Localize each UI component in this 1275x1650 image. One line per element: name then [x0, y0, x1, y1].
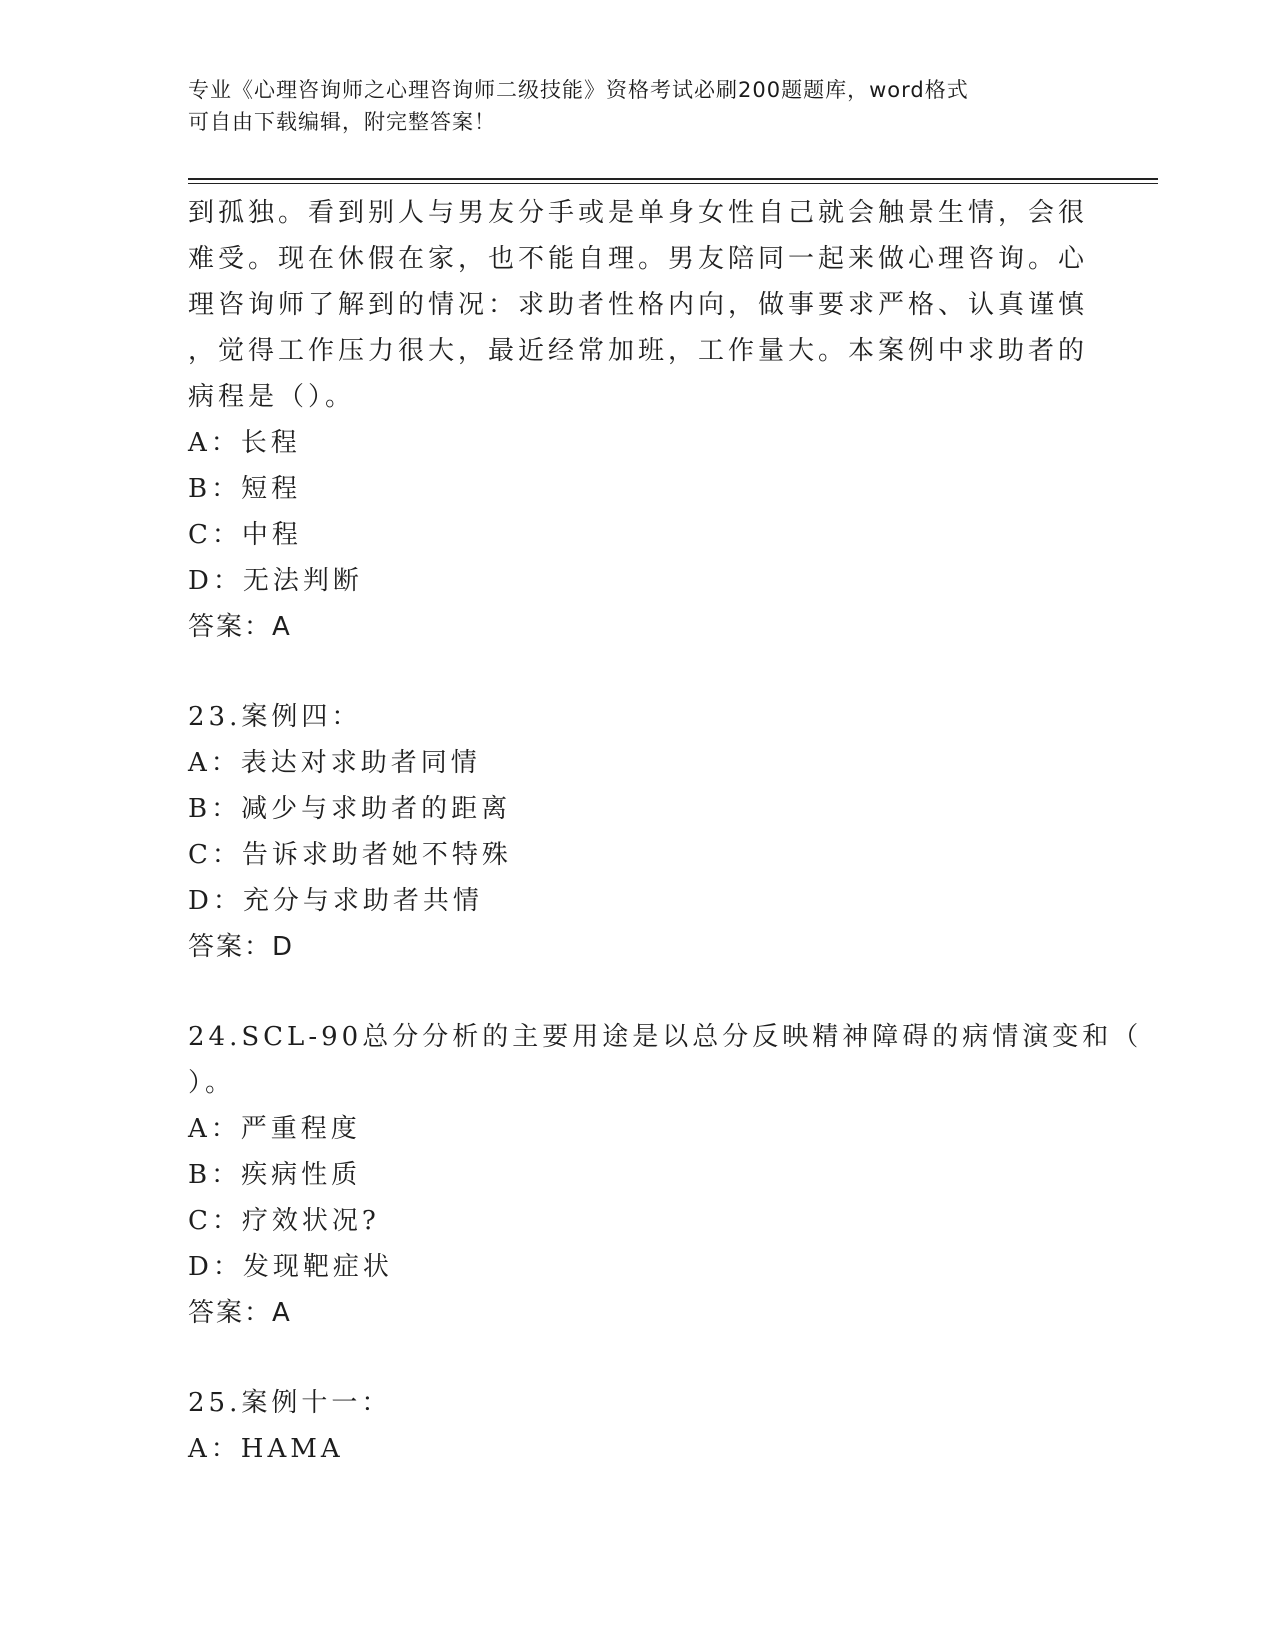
- option-a: A：HAMA: [188, 1434, 344, 1464]
- spacer: [188, 650, 1088, 694]
- option-d: D：发现靶症状: [188, 1252, 393, 1282]
- question-content: [188, 190, 1143, 1472]
- header-line-2: 可自由下载编辑，附完整答案！: [188, 110, 496, 134]
- question-22: [188, 190, 1088, 650]
- option-d: D：无法判断: [188, 566, 363, 596]
- answer-line: 答案：A: [188, 1298, 292, 1328]
- header-line-1: 专业《心理咨询师之心理咨询师二级技能》资格考试必刷200题题库，word格式: [188, 78, 969, 102]
- header-rule-thick: [188, 178, 1158, 180]
- spacer: [188, 1336, 1088, 1380]
- question-23: [188, 694, 1088, 970]
- question-stem-line: 理咨询师了解到的情况：求助者性格内向，做事要求严格、认真谨慎: [188, 290, 1089, 320]
- option-a: A：长程: [188, 428, 301, 458]
- option-b: B：疾病性质: [188, 1160, 362, 1190]
- option-a: A：表达对求助者同情: [188, 748, 481, 778]
- option-b: B：短程: [188, 474, 302, 504]
- answer-line: 答案：D: [188, 932, 295, 962]
- question-stem-line: 23.案例四：: [188, 702, 362, 732]
- question-stem-line: 24.SCL-90总分分析的主要用途是以总分反映精神障碍的病情演变和（: [188, 1022, 1143, 1052]
- option-a: A：严重程度: [188, 1114, 361, 1144]
- option-c: C：中程: [188, 520, 302, 550]
- option-c: C：告诉求助者她不特殊: [188, 840, 512, 870]
- question-25: [188, 1380, 1088, 1472]
- answer-line: 答案：A: [188, 612, 292, 642]
- option-b: B：减少与求助者的距离: [188, 794, 512, 824]
- option-c: C：疗效状况?: [188, 1206, 380, 1236]
- question-stem-line: 病程是（）。: [188, 382, 356, 412]
- question-stem-line: 难受。现在休假在家，也不能自理。男友陪同一起来做心理咨询。心: [188, 244, 1089, 274]
- question-stem-line: ）。: [188, 1068, 236, 1098]
- header-rule-thin: [188, 183, 1158, 184]
- question-stem-line: 到孤独。看到别人与男友分手或是单身女性自己就会触景生情，会很: [188, 198, 1089, 228]
- question-stem-line: ，觉得工作压力很大，最近经常加班，工作量大。本案例中求助者的: [188, 336, 1089, 366]
- document-header: [188, 74, 1068, 138]
- option-d: D：充分与求助者共情: [188, 886, 483, 916]
- question-stem-line: 25.案例十一：: [188, 1388, 392, 1418]
- question-24: [188, 1014, 1143, 1336]
- spacer: [188, 970, 1088, 1014]
